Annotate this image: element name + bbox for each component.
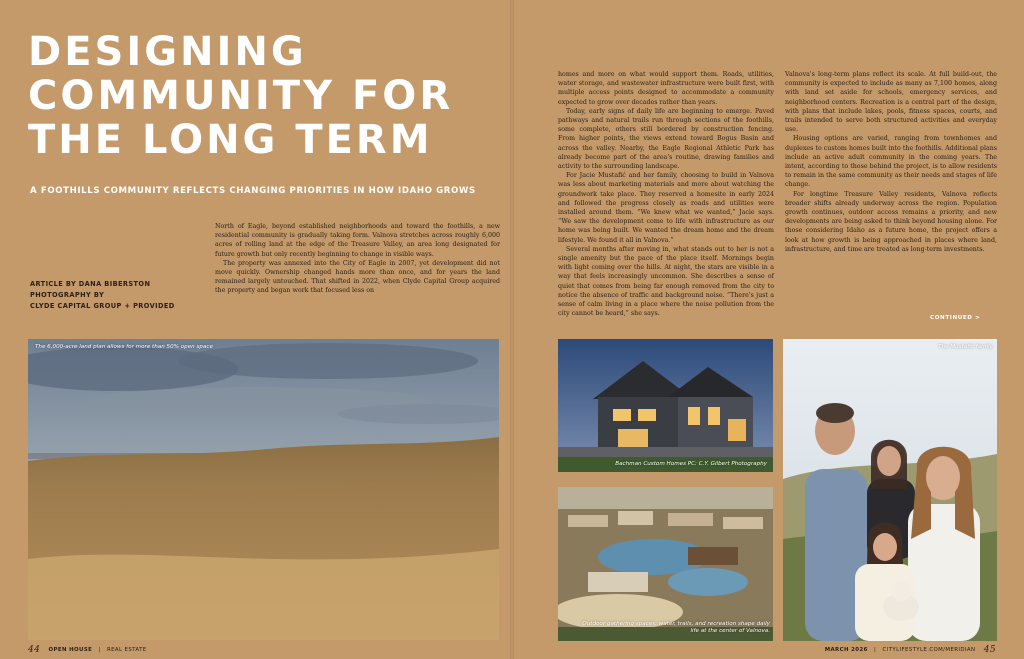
family-portrait-photo xyxy=(783,339,997,641)
headline-line: COMMUNITY FOR xyxy=(28,73,454,119)
body-paragraph: homes and more on what would support them. Roads, utilities, water storage, and wastewater infrastructure were built first, with multiple access points designed to accommodate a community expected to grow over decades rather than years. xyxy=(558,71,774,106)
author-credit: ARTICLE BY DANA BIBERSTON xyxy=(30,280,151,288)
page-gutter xyxy=(510,0,514,659)
body-paragraph: For Jacie Mustafić and her family, choosing to build in Valnova was less about marketing materials and more about watching the groundwork take place. They reserved a homesite in early 2024 and followed the progress closely as roads and utilities were installed around them. “We knew what we wanted,” Jacie says. “We saw the development come to life with infrastructure as our home was being built. We wanted the dream home and the dream lifestyle. We found it all in Valnova.” xyxy=(558,172,774,244)
body-paragraph: The property was annexed into the City of Eagle in 2007, yet development did not move quickly. Ownership changed hands more than once, and for years the land remained largely untouched. That shifted in 2022, when Clyde Capital Group acquired the property and began work that focused less on xyxy=(215,259,500,295)
body-paragraph: Several months after moving in, what stands out to her is not a single amenity but the pace of the place itself. Mornings begin with light coming over the hills. At night, the stars are visible in a way that feels increasingly uncommon. She describes a sense of quiet that comes from being far enough removed from the city to notice the absence of traffic and background noise. “There's just a sense of calm living in a place where the noise pollution from the city cannot be heard,” she says. xyxy=(558,245,774,318)
continued-marker: CONTINUED > xyxy=(930,315,981,321)
landscape-photo-caption: The 6,000-acre land plan allows for more than 50% open space xyxy=(35,344,213,350)
right-page-number: 45 xyxy=(983,645,996,655)
foothills-landscape-photo xyxy=(28,339,499,640)
custom-home-photo xyxy=(558,339,773,472)
issue-date: MARCH 2026 xyxy=(824,647,868,653)
website-url: CITYLIFESTYLE.COM/MERIDIAN xyxy=(882,647,976,653)
folio-separator: | xyxy=(98,647,101,653)
left-section-name: OPEN HOUSE xyxy=(48,647,93,653)
aerial-rendering-photo xyxy=(558,487,773,641)
body-column-1 xyxy=(215,222,500,296)
left-page-number: 44 xyxy=(28,645,41,655)
aerial-photo-caption: Outdoor gathering spaces, water, trails, and recreation shape daily life at the center of Valnova. xyxy=(582,621,770,634)
article-byline xyxy=(30,279,210,312)
article-headline xyxy=(28,30,498,162)
body-paragraph: North of Eagle, beyond established neighborhoods and toward the foothills, a new residential community is gradually taking form. Valnova stretches across roughly 6,000 acres of rolling land at the edge of the Treasure Valley, an area long designated for future growth but only recently beginning to change in visible ways. xyxy=(215,223,500,258)
left-subsection-name: REAL ESTATE xyxy=(106,647,147,653)
body-paragraph: Valnova's long-term plans reflect its scale. At full build-out, the community is expected to include as many as 7,100 homes, along with land set aside for schools, emergency services, and neighborhood centers. Recreation is a central part of the design, with plans that include lakes, pools, fitness spaces, courts, and trails intended to serve both structured activities and everyday use. xyxy=(785,71,997,134)
home-photo-caption: Bachman Custom Homes PC: C.Y. Gilbert Photography xyxy=(615,461,767,467)
photography-credit: CLYDE CAPITAL GROUP + PROVIDED xyxy=(30,302,175,310)
body-paragraph: Housing options are varied, ranging from townhomes and duplexes to custom homes built into the foothills. Additional plans include an active adult community in the coming years. The intent, according to those behind the project, is to allow residents to remain in the same community as their needs and stages of life change. xyxy=(785,135,997,189)
headline-line: DESIGNING xyxy=(28,29,307,75)
right-page-folio xyxy=(825,645,996,655)
photography-label: PHOTOGRAPHY BY xyxy=(30,291,105,299)
body-column-2 xyxy=(558,70,774,318)
body-column-3 xyxy=(785,70,997,254)
headline-line: THE LONG TERM xyxy=(28,117,433,163)
body-paragraph: Today, early signs of daily life are beginning to emerge. Paved pathways and natural trails run through sections of the foothills, some complete, others still bordered by construction fencing. From higher points, the views extend toward Bogus Basin and across the valley. Nearby, the Eagle Regional Athletic Park has already become part of the area's routine, drawing families and activity to the surrounding landscape. xyxy=(558,107,774,171)
article-subtitle: A FOOTHILLS COMMUNITY REFLECTS CHANGING PRIORITIES IN HOW IDAHO GROWS xyxy=(30,186,476,196)
left-page-folio xyxy=(28,645,147,655)
body-paragraph: For longtime Treasure Valley residents, Valnova reflects broader shifts already underway across the region. Population growth continues, outdoor access remains a priority, and new developments are being asked to think beyond housing alone. For those considering Idaho as a future home, the project offers a look at how growth is being approached in places where land, infrastructure, and time are treated as long-term investments. xyxy=(785,190,997,253)
family-photo-caption: The Mustafić family xyxy=(938,344,993,350)
folio-separator: | xyxy=(874,647,877,653)
